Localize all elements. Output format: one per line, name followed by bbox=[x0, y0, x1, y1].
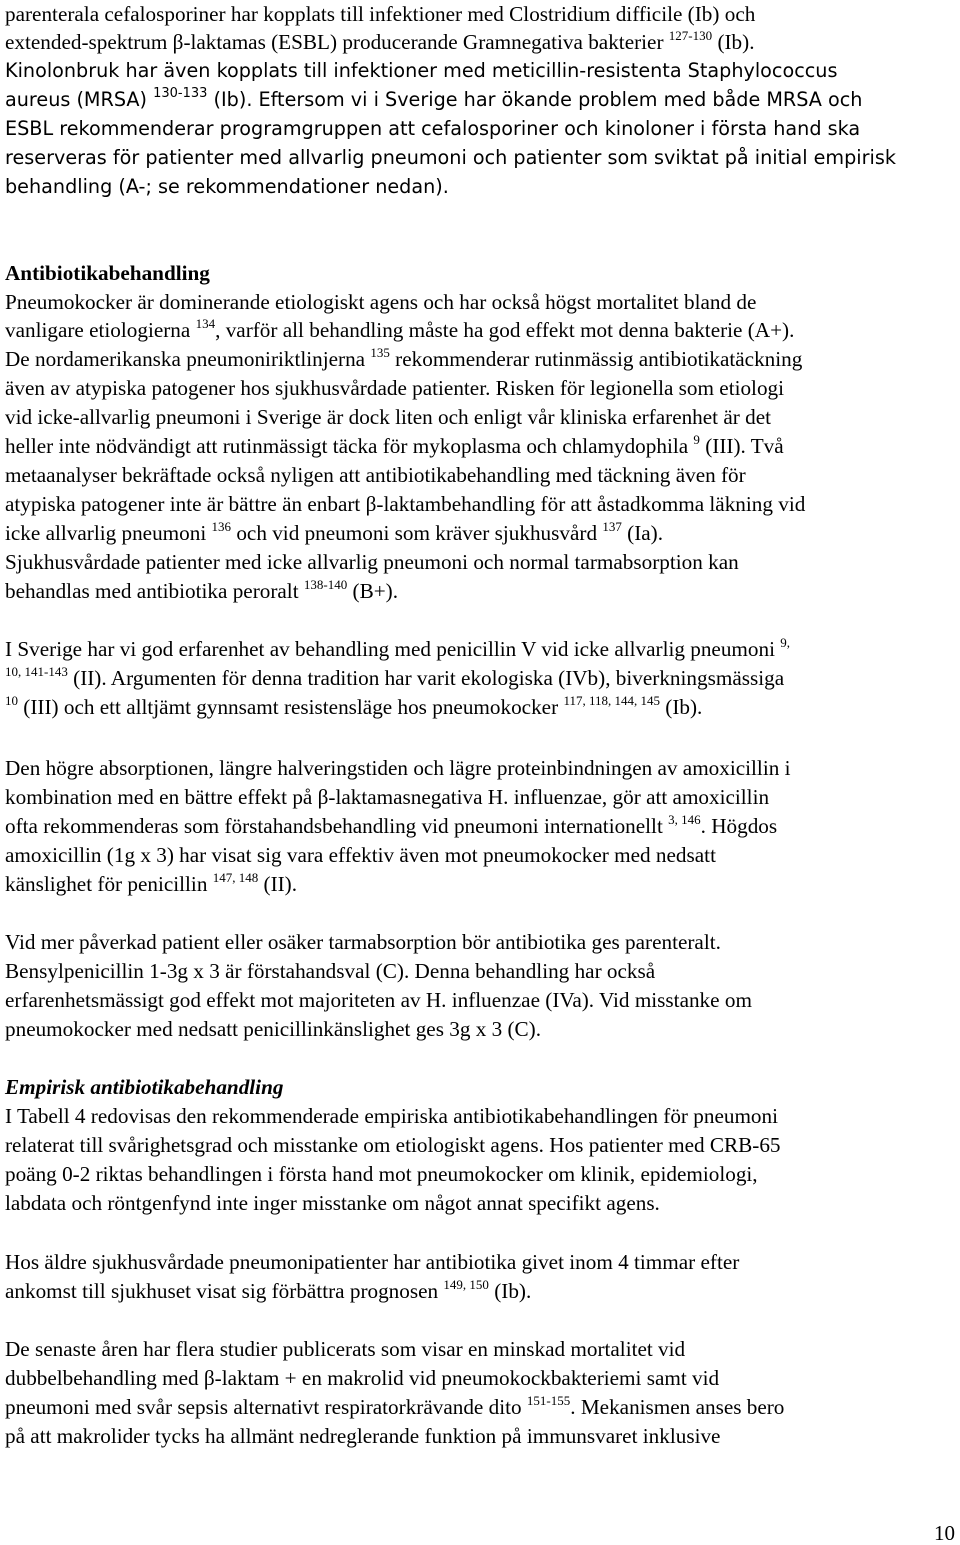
text-line: amoxicillin (1g x 3) har visat sig vara effektiv även mot pneumokocker med nedsatt bbox=[5, 843, 716, 867]
text-line: icke allvarlig pneumoni $^{136}$ och vid pneumoni som kräver sjukhusvård $^{137}$ (Ia). bbox=[5, 519, 664, 545]
text-line: De senaste åren har flera studier publicerats som visar en minskad mortalitet vid bbox=[5, 1337, 686, 1361]
citation: 134 bbox=[195, 316, 216, 331]
text-line: extended-spektrum β-laktamas (ESBL) producerande Gramnegativa bakterier $^{127-130}$ (Ib). bbox=[5, 28, 755, 54]
text-line: relaterat till svårighetsgrad och misstanke om etiologiskt agens. Hos patienter med CRB-65 bbox=[5, 1133, 781, 1157]
section-heading: Antibiotikabehandling bbox=[5, 261, 210, 285]
text-line: Bensylpenicillin 1-3g x 3 är förstahandsval (C). Denna behandling har också bbox=[5, 959, 656, 983]
text-line: Kinolonbruk har även kopplats till infektioner med meticillin-resistenta Staphylococcus bbox=[5, 59, 838, 82]
text-line: Den högre absorptionen, längre halveringstiden och lägre proteinbindningen av amoxicillin i bbox=[5, 756, 791, 780]
text-line: vanligare etiologierna $^{134}$, varför all behandling måste ha god effekt mot denna bakterie (A+). bbox=[5, 316, 795, 342]
citation: 136 bbox=[211, 519, 232, 534]
text-line: Vid mer påverkad patient eller osäker tarmabsorption bör antibiotika ges parenteralt. bbox=[5, 930, 721, 954]
citation: 135 bbox=[370, 345, 390, 360]
text-line: pneumoni med svår sepsis alternativt respiratorkrävande dito $^{151-155}$. Mekanismen anses bero bbox=[5, 1393, 785, 1419]
text-line: kombination med en bättre effekt på β-laktamasnegativa H. influenzae, gör att amoxicillin bbox=[5, 785, 770, 809]
text-line: känslighet för penicillin $^{147, 148}$ (II). bbox=[5, 870, 298, 896]
text-line: heller inte nödvändigt att rutinmässigt täcka för mykoplasma och chlamydophila $^9$ (III). Två bbox=[5, 432, 784, 458]
citation: 147, 148 bbox=[212, 870, 259, 885]
citation: 151-155 bbox=[526, 1393, 571, 1408]
text-line: atypiska patogener inte är bättre än enbart β-laktambehandling för att åstadkomma läkning vid bbox=[5, 492, 806, 516]
section-heading: Empirisk antibiotikabehandling bbox=[5, 1075, 284, 1099]
text-line: Sjukhusvårdade patienter med icke allvarlig pneumoni och normal tarmabsorption kan bbox=[5, 550, 739, 574]
citation: 127-130 bbox=[668, 28, 713, 43]
text-line: reserveras för patienter med allvarlig pneumoni och patienter som sviktat på initial empirisk bbox=[5, 146, 896, 169]
text-line: metaanalyser bekräftade också nyligen att antibiotikabehandling med täckning även för bbox=[5, 463, 746, 487]
text-line: erfarenhetsmässigt god effekt mot majoriteten av H. influenzae (IVa). Vid misstanke om bbox=[5, 988, 752, 1012]
text-line: även av atypiska patogener hos sjukhusvårdade patienter. Risken för legionella som etiologi bbox=[5, 376, 785, 400]
text-line: ofta rekommenderas som förstahandsbehandling vid pneumoni internationellt $^{3, 146}$. Högdos bbox=[5, 812, 778, 838]
text-line: vid icke-allvarlig pneumoni i Sverige är dock liten och enligt vår kliniska erfarenhet är det bbox=[5, 405, 772, 429]
text-line: labdata och röntgenfynd inte inger misstanke om något annat specifikt agens. bbox=[5, 1191, 660, 1215]
citation: 10, 141-143 bbox=[5, 664, 68, 679]
text-line: dubbelbehandling med β-laktam + en makrolid vid pneumokockbakteriemi samt vid bbox=[5, 1366, 720, 1390]
text-line: pneumokocker med nedsatt penicillinkänslighet ges 3g x 3 (C). bbox=[5, 1017, 542, 1041]
text-line: aureus (MRSA) $^{130-133}$ (Ib). Eftersom vi i Sverige har ökande problem med både MRSA och bbox=[5, 86, 863, 111]
text-line: Hos äldre sjukhusvårdade pneumonipatienter har antibiotika givet inom 4 timmar efter bbox=[5, 1250, 740, 1274]
text-line: $^{10, 141-143}$ (II). Argumenten för denna tradition har varit ekologiska (IVb), biverkningsmässiga bbox=[5, 664, 785, 690]
text-line: De nordamerikanska pneumoniriktlinjerna $^{135}$ rekommenderar rutinmässig antibiotikatäckning bbox=[5, 345, 803, 371]
page-number: 10 bbox=[934, 1521, 955, 1545]
citation: 149, 150 bbox=[443, 1277, 489, 1292]
text-line: behandlas med antibiotika peroralt $^{138-140}$ (B+). bbox=[5, 577, 399, 603]
text-line: ESBL rekommenderar programgruppen att cefalosporiner och kinoloner i första hand ska bbox=[5, 117, 861, 140]
text-line: ankomst till sjukhuset visat sig förbättra prognosen $^{149, 150}$ (Ib). bbox=[5, 1277, 532, 1303]
citation: 130-133 bbox=[153, 86, 208, 101]
text-line: på att makrolider tycks ha allmänt nedreglerande funktion på immunsvaret inklusive bbox=[5, 1424, 721, 1448]
citation: 137 bbox=[602, 519, 622, 534]
text-line: behandling (A-; se rekommendationer nedan). bbox=[5, 175, 449, 198]
citation: 9, bbox=[780, 635, 791, 650]
citation: 138-140 bbox=[303, 577, 348, 592]
text-line: parenterala cefalosporiner har kopplats till infektioner med Clostridium difficile (Ib) och bbox=[5, 2, 756, 26]
text-line: I Sverige har vi god erfarenhet av behandling med penicillin V vid icke allvarlig pneumoni $^{9,}$ bbox=[5, 635, 791, 661]
citation: 10 bbox=[5, 693, 18, 708]
citation: 3, 146 bbox=[668, 812, 701, 827]
citation: 9 bbox=[693, 432, 700, 447]
text-line: poäng 0-2 riktas behandlingen i första hand mot pneumokocker om klinik, epidemiologi, bbox=[5, 1162, 758, 1186]
citation: 117, 118, 144, 145 bbox=[563, 693, 660, 708]
text-line: $^{10}$ (III) och ett alltjämt gynnsamt resistensläge hos pneumokocker $^{117, 118, 144, 145}$ (Ib). bbox=[5, 693, 703, 719]
text-line: I Tabell 4 redovisas den rekommenderade empiriska antibiotikabehandlingen för pneumoni bbox=[5, 1104, 779, 1128]
text-line: Pneumokocker är dominerande etiologiskt agens och har också högst mortalitet bland de bbox=[5, 290, 757, 314]
